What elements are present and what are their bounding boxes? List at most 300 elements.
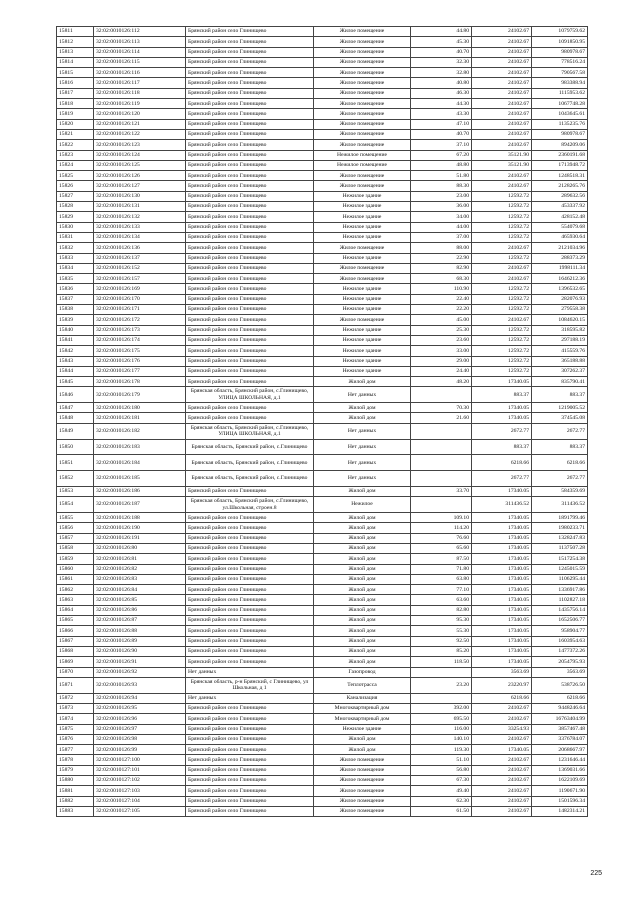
cadastral-number-cell: 32:02:0010126:98 [94, 734, 186, 744]
unit-value-cell: 24102.67 [472, 775, 532, 785]
cadastral-number-cell: 32:02:0010126:176 [94, 356, 186, 366]
object-type-cell: Многоквартирный дом [314, 714, 411, 724]
area-cell: 32.80 [411, 68, 472, 78]
cadastral-number-cell: 32:02:0010126:114 [94, 47, 186, 57]
address-cell: Брянский район село Глинищево [186, 212, 314, 222]
row-number-cell: 15859 [57, 554, 94, 564]
area-cell: 46.30 [411, 88, 472, 98]
cadastral-value-sheet [56, 26, 587, 817]
unit-value-cell: 24102.67 [472, 119, 532, 129]
unit-value-cell: 35121.90 [472, 160, 532, 170]
cadastral-number-cell: 32:02:0010126:123 [94, 140, 186, 150]
row-number-cell: 15868 [57, 646, 94, 656]
row-number-cell: 15860 [57, 564, 94, 574]
object-type-cell: Жилое помещение [314, 263, 411, 273]
cadastral-number-cell: 32:02:0010126:169 [94, 284, 186, 294]
row-number-cell: 15827 [57, 191, 94, 201]
cadastral-number-cell: 32:02:0010126:186 [94, 486, 186, 496]
unit-value-cell: 17340.05 [472, 513, 532, 523]
cadastral-number-cell: 32:02:0010126:132 [94, 212, 186, 222]
object-type-cell: Жилое помещение [314, 129, 411, 139]
object-type-cell: Жилой дом [314, 533, 411, 543]
area-cell: 695.50 [411, 714, 472, 724]
area-cell: 47.10 [411, 119, 472, 129]
cadastral-value-cell: 1106295.44 [532, 574, 588, 584]
cadastral-number-cell: 32:02:0010126:85 [94, 595, 186, 605]
cadastral-value-cell: 1622109.69 [532, 775, 588, 785]
area-cell: 85.20 [411, 646, 472, 656]
table-row [57, 616, 588, 626]
unit-value-cell: 17340.05 [472, 533, 532, 543]
cadastral-value-cell: 311436.52 [532, 497, 588, 513]
unit-value-cell: 17340.05 [472, 486, 532, 496]
unit-value-cell: 883.37 [472, 387, 532, 403]
area-cell [411, 439, 472, 455]
unit-value-cell: 12592.72 [472, 294, 532, 304]
table-row [57, 263, 588, 273]
address-cell: Брянский район село Глинищево [186, 806, 314, 816]
address-cell: Брянский район село Глинищево [186, 150, 314, 160]
address-cell: Брянский район село Глинищево [186, 253, 314, 263]
row-number-cell: 15874 [57, 714, 94, 724]
row-number-cell: 15867 [57, 636, 94, 646]
table-row [57, 387, 588, 403]
cadastral-number-cell: 32:02:0010126:116 [94, 68, 186, 78]
cadastral-value-cell: 1137507.28 [532, 543, 588, 553]
address-cell: Брянский район село Глинищево [186, 222, 314, 232]
cadastral-value-cell: 3857467.48 [532, 724, 588, 734]
object-type-cell: Нежилое [314, 497, 411, 513]
object-type-cell: Нежилое здание [314, 191, 411, 201]
area-cell: 44.30 [411, 99, 472, 109]
area-cell: 88.30 [411, 181, 472, 191]
area-cell: 63.80 [411, 574, 472, 584]
area-cell [411, 455, 472, 471]
area-cell: 77.10 [411, 585, 472, 595]
unit-value-cell: 24102.67 [472, 755, 532, 765]
object-type-cell: Нежилое здание [314, 305, 411, 315]
area-cell: 392.00 [411, 703, 472, 713]
row-number-cell: 15849 [57, 423, 94, 439]
object-type-cell: Жилое помещение [314, 57, 411, 67]
cadastral-number-cell: 32:02:0010126:179 [94, 387, 186, 403]
object-type-cell: Жилое помещение [314, 181, 411, 191]
address-cell: Брянская область, Брянский район, с.Глинищево, УЛИЦА ШКОЛЬНАЯ, д.1 [186, 387, 314, 403]
unit-value-cell: 24102.67 [472, 734, 532, 744]
cadastral-number-cell: 32:02:0010126:84 [94, 585, 186, 595]
table-row [57, 626, 588, 636]
cadastral-value-cell: 1091850.95 [532, 37, 588, 47]
object-type-cell: Жилое помещение [314, 274, 411, 284]
address-cell: Брянский район село Глинищево [186, 585, 314, 595]
cadastral-number-cell: 32:02:0010127:101 [94, 765, 186, 775]
address-cell: Брянский район село Глинищево [186, 595, 314, 605]
unit-value-cell: 12592.72 [472, 335, 532, 345]
address-cell: Брянский район село Глинищево [186, 605, 314, 615]
object-type-cell: Жилой дом [314, 745, 411, 755]
address-cell: Брянский район село Глинищево [186, 294, 314, 304]
object-type-cell: Нежилое здание [314, 366, 411, 376]
row-number-cell: 15833 [57, 253, 94, 263]
cadastral-number-cell: 32:02:0010126:90 [94, 646, 186, 656]
table-row [57, 755, 588, 765]
address-cell: Брянский район село Глинищево [186, 191, 314, 201]
address-cell: Брянский район село Глинищево [186, 356, 314, 366]
address-cell: Брянский район село Глинищево [186, 775, 314, 785]
table-row [57, 37, 588, 47]
unit-value-cell: 17340.05 [472, 605, 532, 615]
row-number-cell: 15865 [57, 616, 94, 626]
unit-value-cell: 24102.67 [472, 109, 532, 119]
cadastral-value-cell: 3563.69 [532, 667, 588, 677]
address-cell: Брянский район село Глинищево [186, 513, 314, 523]
address-cell: Брянский район село Глинищево [186, 274, 314, 284]
cadastral-value-cell: 2672.77 [532, 423, 588, 439]
table-row [57, 222, 588, 232]
cadastral-number-cell: 32:02:0010127:102 [94, 775, 186, 785]
cadastral-value-cell: 584359.69 [532, 486, 588, 496]
cadastral-number-cell: 32:02:0010126:178 [94, 377, 186, 387]
unit-value-cell: 12592.72 [472, 325, 532, 335]
cadastral-value-cell: 1231646.44 [532, 755, 588, 765]
address-cell: Брянский район село Глинищево [186, 377, 314, 387]
area-cell: 22.40 [411, 294, 472, 304]
row-number-cell: 15856 [57, 523, 94, 533]
address-cell: Брянский район село Глинищево [186, 533, 314, 543]
object-type-cell: Теплотрасса [314, 677, 411, 693]
cadastral-value-cell: 2672.77 [532, 471, 588, 487]
row-number-cell: 15820 [57, 119, 94, 129]
cadastral-value-cell: 415559.76 [532, 346, 588, 356]
table-row [57, 315, 588, 325]
object-type-cell: Нежилое здание [314, 212, 411, 222]
row-number-cell: 15875 [57, 724, 94, 734]
object-type-cell: Жилой дом [314, 585, 411, 595]
property-table [56, 26, 588, 817]
object-type-cell: Жилое помещение [314, 78, 411, 88]
row-number-cell: 15882 [57, 796, 94, 806]
cadastral-value-cell: 538726.50 [532, 677, 588, 693]
area-cell [411, 693, 472, 703]
table-row [57, 68, 588, 78]
cadastral-number-cell: 32:02:0010126:157 [94, 274, 186, 284]
row-number-cell: 15838 [57, 305, 94, 315]
unit-value-cell: 24102.67 [472, 171, 532, 181]
area-cell: 67.20 [411, 150, 472, 160]
row-number-cell: 15852 [57, 471, 94, 487]
unit-value-cell: 17340.05 [472, 413, 532, 423]
cadastral-value-cell: 1652506.77 [532, 616, 588, 626]
row-number-cell: 15819 [57, 109, 94, 119]
cadastral-value-cell: 9448246.64 [532, 703, 588, 713]
area-cell: 33.00 [411, 346, 472, 356]
object-type-cell: Жилое помещение [314, 99, 411, 109]
cadastral-value-cell: 289632.56 [532, 191, 588, 201]
cadastral-number-cell: 32:02:0010126:177 [94, 366, 186, 376]
address-cell: Брянский район село Глинищево [186, 284, 314, 294]
address-cell: Брянский район село Глинищево [186, 263, 314, 273]
cadastral-value-cell: 958904.77 [532, 626, 588, 636]
address-cell: Брянский район село Глинищево [186, 543, 314, 553]
table-row [57, 745, 588, 755]
area-cell: 140.10 [411, 734, 472, 744]
cadastral-value-cell: 1501596.34 [532, 796, 588, 806]
cadastral-number-cell: 32:02:0010126:131 [94, 202, 186, 212]
object-type-cell: Нежилое здание [314, 284, 411, 294]
area-cell: 40.70 [411, 47, 472, 57]
row-number-cell: 15837 [57, 294, 94, 304]
unit-value-cell: 17340.05 [472, 377, 532, 387]
area-cell: 37.00 [411, 232, 472, 242]
cadastral-number-cell: 32:02:0010126:88 [94, 626, 186, 636]
table-row [57, 636, 588, 646]
object-type-cell: Жилое помещение [314, 140, 411, 150]
address-cell: Брянский район село Глинищево [186, 564, 314, 574]
cadastral-value-cell: 1517254.38 [532, 554, 588, 564]
unit-value-cell: 24102.67 [472, 243, 532, 253]
area-cell: 49.40 [411, 786, 472, 796]
object-type-cell: Жилое помещение [314, 765, 411, 775]
cadastral-number-cell: 32:02:0010126:81 [94, 554, 186, 564]
cadastral-number-cell: 32:02:0010127:104 [94, 796, 186, 806]
object-type-cell: Жилой дом [314, 734, 411, 744]
area-cell: 71.80 [411, 564, 472, 574]
area-cell: 29.00 [411, 356, 472, 366]
row-number-cell: 15861 [57, 574, 94, 584]
address-cell: Брянский район село Глинищево [186, 37, 314, 47]
cadastral-value-cell: 1328247.83 [532, 533, 588, 543]
row-number-cell: 15877 [57, 745, 94, 755]
area-cell: 95.30 [411, 616, 472, 626]
cadastral-number-cell: 32:02:0010127:105 [94, 806, 186, 816]
cadastral-value-cell: 1084620.15 [532, 315, 588, 325]
row-number-cell: 15840 [57, 325, 94, 335]
table-row [57, 413, 588, 423]
table-row [57, 88, 588, 98]
address-cell: Брянский район село Глинищево [186, 796, 314, 806]
cadastral-number-cell: 32:02:0010126:122 [94, 129, 186, 139]
object-type-cell: Нежилое помещение [314, 160, 411, 170]
address-cell: Брянский район село Глинищево [186, 243, 314, 253]
address-cell: Брянский район село Глинищево [186, 232, 314, 242]
cadastral-value-cell: 318595.82 [532, 325, 588, 335]
unit-value-cell: 12592.72 [472, 202, 532, 212]
area-cell: 23.00 [411, 191, 472, 201]
cadastral-number-cell: 32:02:0010126:130 [94, 191, 186, 201]
object-type-cell: Жилой дом [314, 486, 411, 496]
address-cell: Брянский район село Глинищево [186, 724, 314, 734]
area-cell: 34.00 [411, 212, 472, 222]
area-cell: 55.30 [411, 626, 472, 636]
area-cell: 68.30 [411, 274, 472, 284]
table-row [57, 513, 588, 523]
unit-value-cell: 12592.72 [472, 356, 532, 366]
unit-value-cell: 17340.05 [472, 543, 532, 553]
cadastral-number-cell: 32:02:0010126:188 [94, 513, 186, 523]
address-cell: Брянский район село Глинищево [186, 129, 314, 139]
area-cell: 82.80 [411, 605, 472, 615]
address-cell: Брянский район село Глинищево [186, 99, 314, 109]
cadastral-value-cell: 980978.67 [532, 129, 588, 139]
area-cell: 70.30 [411, 403, 472, 413]
address-cell: Брянский район село Глинищево [186, 616, 314, 626]
unit-value-cell: 17340.05 [472, 564, 532, 574]
object-type-cell: Нежилое здание [314, 325, 411, 335]
address-cell: Брянская область, Брянский район, с.Глинищево [186, 439, 314, 455]
row-number-cell: 15836 [57, 284, 94, 294]
row-number-cell: 15821 [57, 129, 94, 139]
row-number-cell: 15823 [57, 150, 94, 160]
cadastral-number-cell: 32:02:0010126:190 [94, 523, 186, 533]
cadastral-number-cell: 32:02:0010126:126 [94, 171, 186, 181]
object-type-cell: Жилой дом [314, 646, 411, 656]
table-row [57, 57, 588, 67]
address-cell: Брянская область, р-н Брянский, с Глинищево, ул Школьная, д 1 [186, 677, 314, 693]
table-row [57, 284, 588, 294]
row-number-cell: 15873 [57, 703, 94, 713]
area-cell: 114.20 [411, 523, 472, 533]
address-cell: Брянский район село Глинищево [186, 646, 314, 656]
address-cell: Брянский район село Глинищево [186, 57, 314, 67]
address-cell: Брянский район село Глинищево [186, 554, 314, 564]
area-cell: 118.50 [411, 657, 472, 667]
address-cell: Брянский район село Глинищево [186, 160, 314, 170]
cadastral-value-cell: 2128265.76 [532, 181, 588, 191]
unit-value-cell: 24102.67 [472, 99, 532, 109]
address-cell: Брянский район село Глинищево [186, 486, 314, 496]
unit-value-cell: 12592.72 [472, 284, 532, 294]
area-cell [411, 667, 472, 677]
cadastral-value-cell: 1396532.65 [532, 284, 588, 294]
cadastral-number-cell: 32:02:0010126:87 [94, 616, 186, 626]
table-row [57, 232, 588, 242]
row-number-cell: 15854 [57, 497, 94, 513]
table-row [57, 27, 588, 37]
table-row [57, 543, 588, 553]
unit-value-cell: 24102.67 [472, 129, 532, 139]
cadastral-number-cell: 32:02:0010126:113 [94, 37, 186, 47]
address-cell: Брянский район село Глинищево [186, 171, 314, 181]
cadastral-value-cell: 554079.68 [532, 222, 588, 232]
object-type-cell: Жилое помещение [314, 775, 411, 785]
table-row [57, 585, 588, 595]
unit-value-cell: 24102.67 [472, 181, 532, 191]
table-row [57, 99, 588, 109]
cadastral-number-cell: 32:02:0010126:125 [94, 160, 186, 170]
unit-value-cell: 24102.67 [472, 786, 532, 796]
unit-value-cell: 24102.67 [472, 263, 532, 273]
cadastral-number-cell: 32:02:0010126:92 [94, 667, 186, 677]
area-cell: 61.50 [411, 806, 472, 816]
address-cell: Брянский район село Глинищево [186, 636, 314, 646]
cadastral-number-cell: 32:02:0010126:94 [94, 693, 186, 703]
unit-value-cell: 3563.69 [472, 667, 532, 677]
unit-value-cell: 17340.05 [472, 626, 532, 636]
table-row [57, 119, 588, 129]
area-cell: 109.10 [411, 513, 472, 523]
address-cell: Брянская область, Брянский район, с.Глинищево, УЛИЦА ШКОЛЬНАЯ, д.1 [186, 423, 314, 439]
area-cell: 21.60 [411, 413, 472, 423]
table-row [57, 497, 588, 513]
address-cell: Брянский район село Глинищево [186, 315, 314, 325]
cadastral-number-cell: 32:02:0010126:170 [94, 294, 186, 304]
row-number-cell: 15824 [57, 160, 94, 170]
address-cell: Брянская область, Брянский район, с.Глинищево [186, 455, 314, 471]
table-row [57, 667, 588, 677]
cadastral-value-cell: 365188.88 [532, 356, 588, 366]
address-cell: Брянский район село Глинищево [186, 765, 314, 775]
table-row [57, 564, 588, 574]
object-type-cell: Жилое помещение [314, 27, 411, 37]
table-row [57, 274, 588, 284]
row-number-cell: 15857 [57, 533, 94, 543]
table-row [57, 191, 588, 201]
cadastral-value-cell: 1998111.34 [532, 263, 588, 273]
object-type-cell: Нежилое здание [314, 346, 411, 356]
cadastral-number-cell: 32:02:0010126:137 [94, 253, 186, 263]
unit-value-cell: 883.37 [472, 439, 532, 455]
cadastral-number-cell: 32:02:0010126:80 [94, 543, 186, 553]
area-cell [411, 423, 472, 439]
object-type-cell: Жилой дом [314, 605, 411, 615]
table-row [57, 202, 588, 212]
table-row [57, 734, 588, 744]
table-row [57, 346, 588, 356]
area-cell: 51.10 [411, 755, 472, 765]
row-number-cell: 15876 [57, 734, 94, 744]
table-row [57, 554, 588, 564]
cadastral-value-cell: 1980233.71 [532, 523, 588, 533]
object-type-cell: Жилое помещение [314, 796, 411, 806]
cadastral-value-cell: 1891799.46 [532, 513, 588, 523]
area-cell: 82.90 [411, 263, 472, 273]
table-row [57, 140, 588, 150]
cadastral-value-cell: 1435756.14 [532, 605, 588, 615]
address-cell: Брянский район село Глинищево [186, 47, 314, 57]
row-number-cell: 15880 [57, 775, 94, 785]
table-row [57, 486, 588, 496]
unit-value-cell: 24102.67 [472, 68, 532, 78]
object-type-cell: Многоквартирный дом [314, 703, 411, 713]
address-cell: Нет данных [186, 693, 314, 703]
address-cell: Брянский район село Глинищево [186, 109, 314, 119]
cadastral-value-cell: 307262.37 [532, 366, 588, 376]
address-cell: Брянская область, Брянский район, с.Глинищево [186, 471, 314, 487]
table-row [57, 605, 588, 615]
row-number-cell: 15855 [57, 513, 94, 523]
cadastral-value-cell: 1603954.63 [532, 636, 588, 646]
cadastral-value-cell: 428152.48 [532, 212, 588, 222]
address-cell: Брянский район село Глинищево [186, 202, 314, 212]
address-cell: Нет данных [186, 667, 314, 677]
area-cell: 45.00 [411, 315, 472, 325]
cadastral-value-cell: 1713948.72 [532, 160, 588, 170]
table-row [57, 212, 588, 222]
row-number-cell: 15869 [57, 657, 94, 667]
unit-value-cell: 6218.66 [472, 455, 532, 471]
row-number-cell: 15841 [57, 335, 94, 345]
cadastral-value-cell: 1646212.36 [532, 274, 588, 284]
table-row [57, 423, 588, 439]
cadastral-number-cell: 32:02:0010126:124 [94, 150, 186, 160]
cadastral-number-cell: 32:02:0010126:136 [94, 243, 186, 253]
object-type-cell: Нежилое здание [314, 202, 411, 212]
cadastral-value-cell: 1245015.59 [532, 564, 588, 574]
object-type-cell: Нежилое здание [314, 724, 411, 734]
unit-value-cell: 12592.72 [472, 212, 532, 222]
area-cell: 76.60 [411, 533, 472, 543]
cadastral-number-cell: 32:02:0010126:95 [94, 703, 186, 713]
